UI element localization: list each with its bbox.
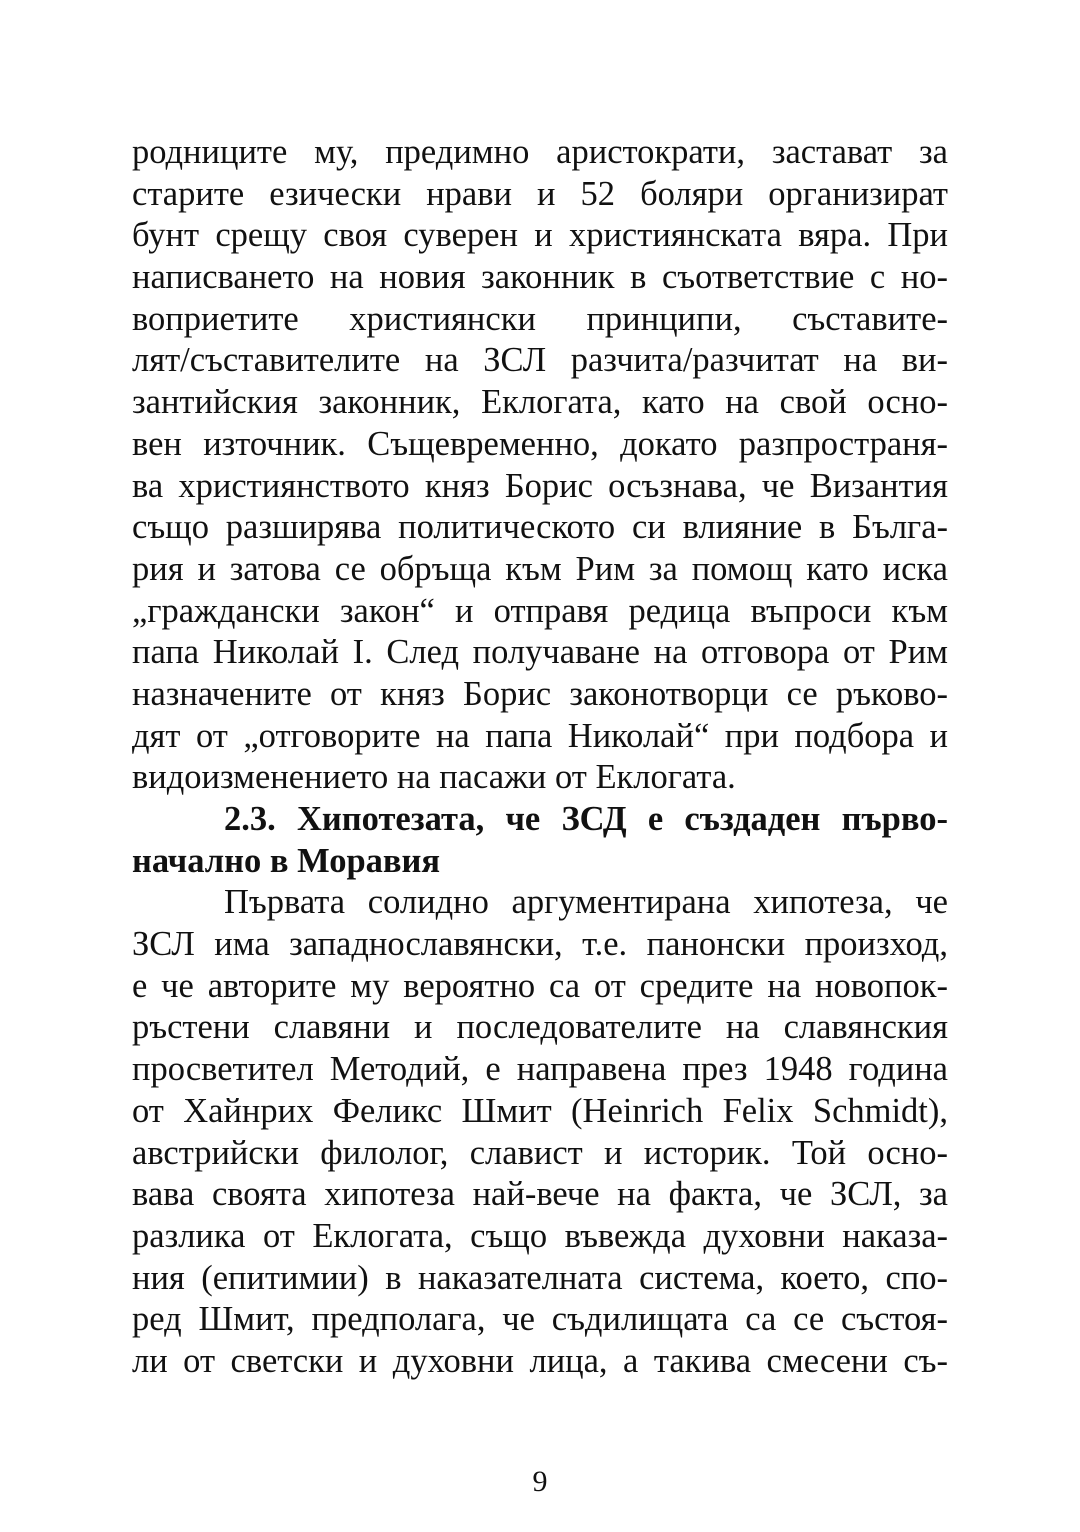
text-line: родниците му, предимно аристократи, застават за [132, 133, 948, 171]
text-line: рия и затова се обръща към Рим за помощ като иска [132, 549, 948, 588]
text-line: също разширява политическото си влияние в Бълга- [132, 508, 948, 547]
text-line: лят/съставителите на ЗСЛ разчита/разчитат на ви- [132, 341, 948, 380]
text-line: ва християнството княз Борис осъзнава, че Византия [132, 466, 948, 505]
text-line: вен източник. Същевременно, докато разпространя- [132, 424, 948, 463]
text-line: просветител Методий, е направена през 1948 година [132, 1050, 948, 1089]
text-line: ли от светски и духовни лица, а такива смесени съ- [132, 1341, 948, 1380]
text-line: ред Шмит, предполага, че съдилищата са се състоя- [132, 1300, 948, 1339]
text-line: от Хайнрих Феликс Шмит (Heinrich Felix Schmidt), [132, 1091, 948, 1130]
text-line: вава своята хипотеза най-вече на факта, че ЗСЛ, за [132, 1175, 948, 1214]
page-body [132, 132, 948, 1383]
page-number: 9 [532, 1465, 548, 1498]
text-line: австрийски филолог, славист и историк. Той осно- [132, 1133, 948, 1172]
text-line: зантийския законник, Еклогата, като на свой осно- [132, 383, 948, 422]
heading-line: начално в Моравия [132, 841, 441, 880]
text-line: старите езически нрави и 52 боляри организират [132, 174, 948, 213]
text-line: ръстени славяни и последователите на славянския [132, 1008, 948, 1047]
paragraph-moravia [132, 882, 948, 1382]
text-line: е че авторите му вероятно са от средите на новопок- [132, 966, 948, 1005]
text-line: назначените от княз Борис законотворци се ръково- [132, 674, 948, 713]
text-line: разлика от Еклогата, също въвежда духовни наказа- [132, 1216, 948, 1255]
text-line: папа Николай I. След получаване на отговора от Рим [132, 633, 948, 672]
heading-line: 2.3. Хипотезата, че ЗСД е създаден първо- [224, 800, 948, 838]
text-line: „граждански закон“ и отправя редица въпроси към [132, 591, 948, 630]
paragraph-intro [132, 132, 948, 799]
text-line: ния (епитимии) в наказателната система, което, спо- [132, 1258, 948, 1297]
text-line: видоизменението на пасажи от Еклогата. [132, 758, 736, 797]
text-line: бунт срещу своя суверен и християнската вяра. При [132, 216, 948, 255]
text-line: Първата солидно аргументирана хипотеза, че [224, 883, 948, 922]
text-line: воприетите християнски принципи, съставите- [132, 299, 948, 338]
text-line: написването на новия законник в съответствие с но- [132, 258, 948, 297]
text-line: дят от „отговорите на папа Николай“ при подбора и [132, 716, 948, 755]
section-heading [132, 799, 948, 882]
text-line: ЗСЛ има западнославянски, т.е. панонски произход, [132, 925, 948, 964]
